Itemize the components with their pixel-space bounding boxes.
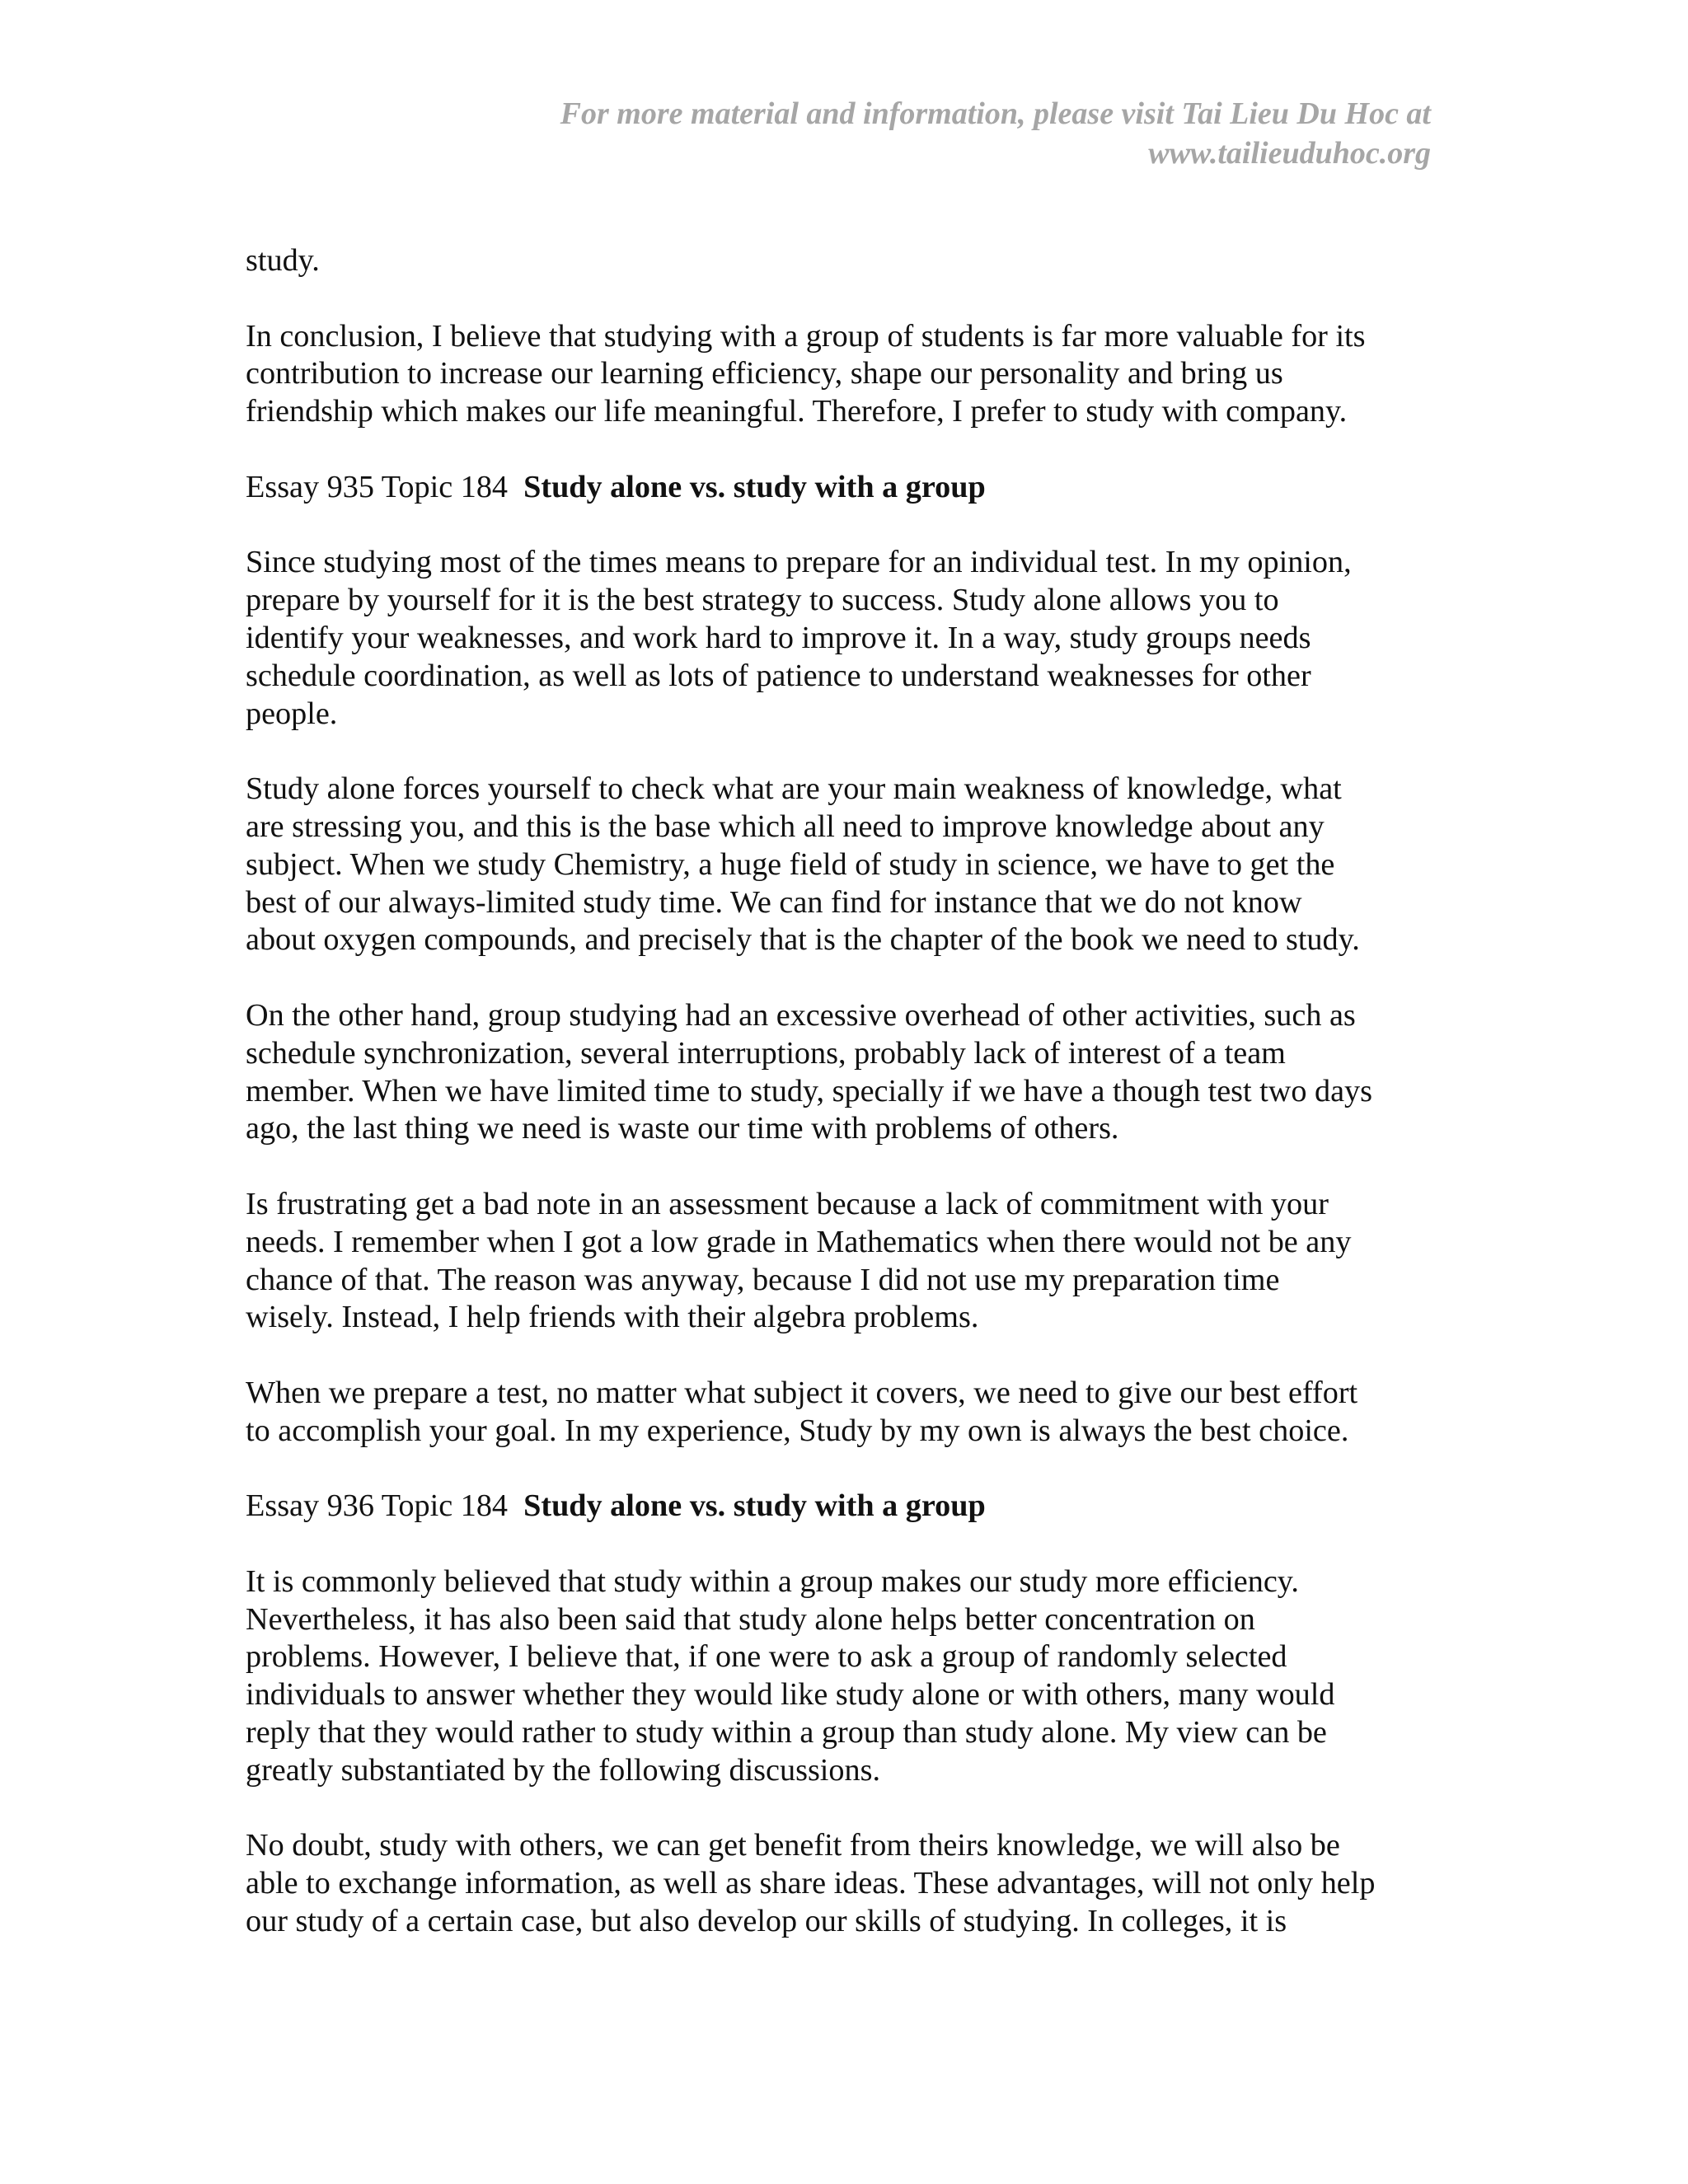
paragraph-body-1	[246, 771, 1449, 959]
text-line: our study of a certain case, but also develop our skills of studying. In colleges, it is	[246, 1904, 1287, 1939]
paragraph-body-936	[246, 1827, 1449, 1940]
text-line: schedule coordination, as well as lots of patience to understand weaknesses for other	[246, 658, 1311, 693]
paragraph-body-3	[246, 1186, 1449, 1337]
text-line: Nevertheless, it has also been said that study alone helps better concentration on	[246, 1601, 1255, 1637]
text-line: member. When we have limited time to study, specially if we have a though test two days	[246, 1073, 1372, 1108]
text-line: study.	[246, 243, 320, 278]
text-line: needs. I remember when I got a low grade in Mathematics when there would not be any	[246, 1224, 1352, 1259]
text-line: reply that they would rather to study within a group than study alone. My view can be	[246, 1715, 1327, 1750]
page-header	[442, 94, 1431, 173]
text-line: prepare by yourself for it is the best strategy to success. Study alone allows you to	[246, 583, 1279, 618]
text-line: friendship which makes our life meaningful. Therefore, I prefer to study with company.	[246, 394, 1348, 429]
text-line: contribution to increase our learning efficiency, shape our personality and bring us	[246, 356, 1283, 391]
text-line: individuals to answer whether they would like study alone or with others, many would	[246, 1677, 1335, 1713]
text-line: In conclusion, I believe that studying with a group of students is far more valuable for its	[246, 318, 1366, 354]
essay-heading-935	[246, 469, 1449, 507]
text-line: Is frustrating get a bad note in an assessment because a lack of commitment with your	[246, 1186, 1329, 1221]
paragraph-intro-936	[246, 1563, 1449, 1790]
essay-body	[246, 242, 1449, 1941]
paragraph-conclusion-935	[246, 1375, 1449, 1451]
essay-heading-title: Study alone vs. study with a group	[523, 1488, 986, 1524]
header-line-1: For more material and information, please visit Tai Lieu Du Hoc at	[560, 96, 1431, 131]
paragraph-continuation	[246, 242, 1449, 280]
text-line: Study alone forces yourself to check what are your main weakness of knowledge, what	[246, 771, 1342, 807]
text-line: On the other hand, group studying had an excessive overhead of other activities, such as	[246, 997, 1356, 1033]
text-line: When we prepare a test, no matter what subject it covers, we need to give our best effort	[246, 1375, 1358, 1410]
text-line: greatly substantiated by the following discussions.	[246, 1752, 881, 1788]
text-line: people.	[246, 696, 338, 731]
text-line: chance of that. The reason was anyway, because I did not use my preparation time	[246, 1262, 1280, 1297]
text-line: Since studying most of the times means to prepare for an individual test. In my opinion,	[246, 545, 1352, 580]
text-line: about oxygen compounds, and precisely that is the chapter of the book we need to study.	[246, 922, 1360, 958]
essay-heading-936	[246, 1488, 1449, 1526]
essay-heading-title: Study alone vs. study with a group	[523, 469, 986, 504]
essay-heading-prefix: Essay 935 Topic 184	[246, 469, 524, 504]
text-line: to accomplish your goal. In my experience, Study by my own is always the best choice.	[246, 1413, 1349, 1448]
paragraph-intro-935	[246, 544, 1449, 733]
essay-heading-prefix: Essay 936 Topic 184	[246, 1488, 524, 1524]
text-line: identify your weaknesses, and work hard to improve it. In a way, study groups needs	[246, 620, 1311, 655]
text-line: wisely. Instead, I help friends with their algebra problems.	[246, 1300, 979, 1335]
text-line: schedule synchronization, several interruptions, probably lack of interest of a team	[246, 1035, 1286, 1071]
text-line: No doubt, study with others, we can get benefit from theirs knowledge, we will also be	[246, 1828, 1340, 1863]
header-url: www.tailieuduhoc.org	[1148, 136, 1431, 171]
paragraph-conclusion	[246, 318, 1449, 431]
paragraph-body-2	[246, 997, 1449, 1148]
text-line: It is commonly believed that study within a group makes our study more efficiency.	[246, 1563, 1299, 1599]
text-line: subject. When we study Chemistry, a huge field of study in science, we have to get the	[246, 846, 1335, 882]
text-line: ago, the last thing we need is waste our time with problems of others.	[246, 1111, 1119, 1146]
text-line: problems. However, I believe that, if one were to ask a group of randomly selected	[246, 1639, 1287, 1675]
text-line: are stressing you, and this is the base which all need to improve knowledge about any	[246, 808, 1325, 844]
text-line: best of our always-limited study time. We can find for instance that we do not know	[246, 884, 1302, 920]
text-line: able to exchange information, as well as share ideas. These advantages, will not only help	[246, 1866, 1376, 1901]
